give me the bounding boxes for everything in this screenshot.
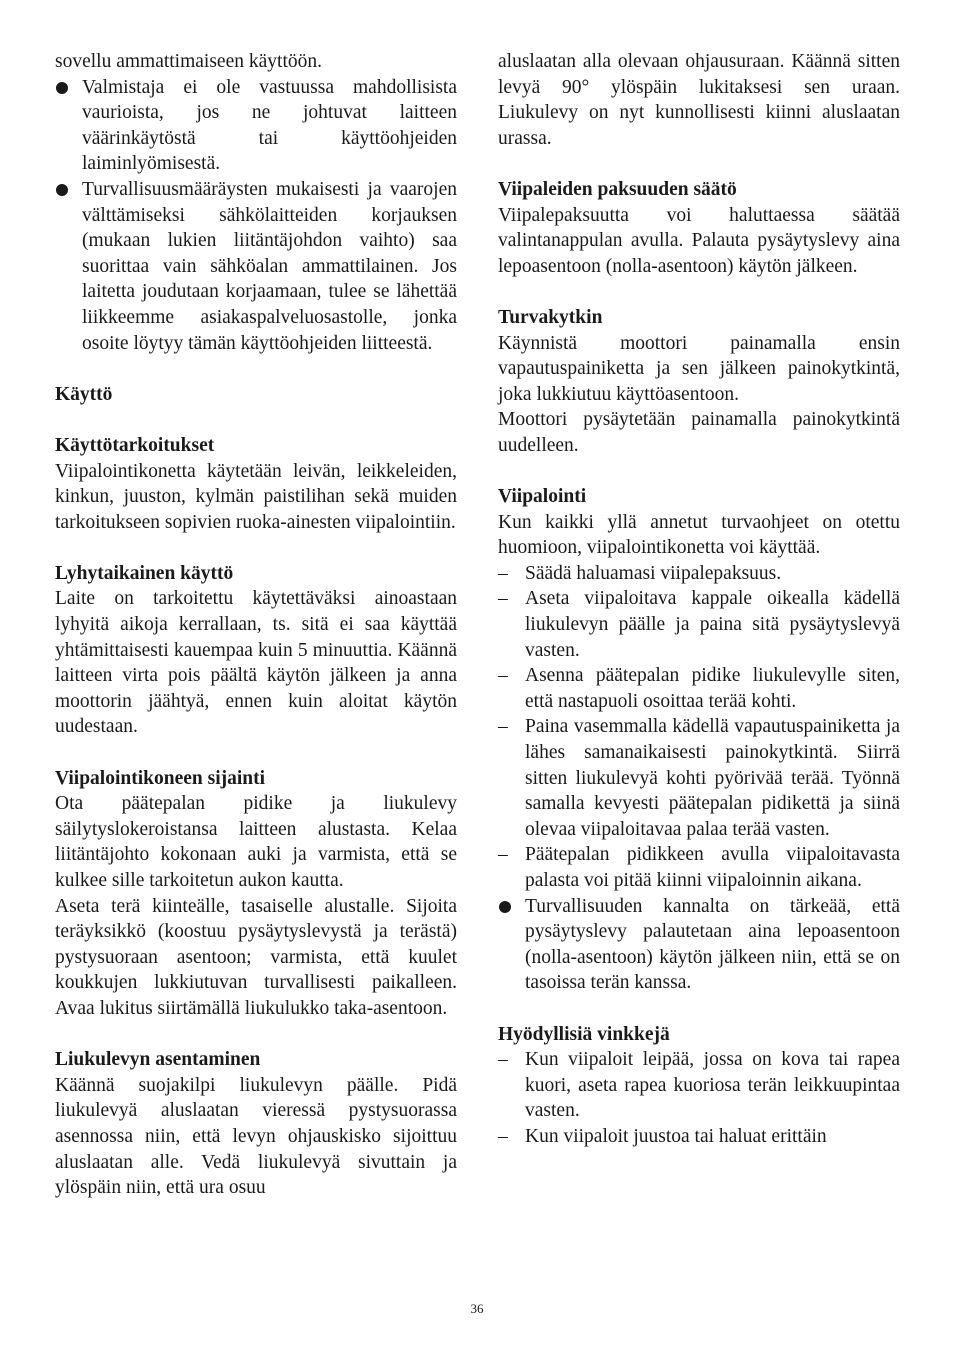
paragraph: Kun kaikki yllä annetut turvaohjeet on otettu huomioon, viipalointikonetta voi käyttää. [498,511,900,559]
paragraph: Käynnistä moottori painamalla ensin vapautuspainiketta ja sen jälkeen painokytkintä, joka lukkiutuu käyttöasentoon. [498,332,900,405]
paragraph: Ota päätepalan pidike ja liukulevy säilytyslokeroistansa laitteen alustasta. Kelaa liitäntäjohto kokonaan auki ja varmista, että se kulkee sille tarkoitetun aukon kautta. [55,793,457,891]
section-heading: Viipalointikoneen sijainti [55,767,266,789]
dash-mark: – [498,665,508,687]
paragraph: Laite on tarkoitettu käytettäväksi ainoastaan lyhyitä aikoja kerrallaan, ts. sitä ei saa käyttää yhtämittaisesti kauempaa kuin 5 minuuttia. Käännä laitteen virta pois päältä käytön jälkeen ja anna moottorin jäähtyä, ennen kuin aloitat käytön uudestaan. [55,588,457,738]
paragraph: Viipalointikonetta käytetään leivän, leikkeleiden, kinkun, juuston, kylmän paistilihan sekä muiden tarkoitukseen sopivien ruoka-ainesten viipalointiin. [55,460,457,533]
left-column [55,49,457,1201]
right-column [498,49,900,1150]
dash-mark: – [498,1125,508,1147]
section-heading: Viipalointi [498,486,587,508]
dash-item: – Säädä haluamasi viipalepaksuus. [498,561,900,587]
section-heading: Käyttötarkoitukset [55,434,215,456]
bullet-item: Turvallisuusmääräysten mukaisesti ja vaarojen välttämiseksi sähkölaitteiden korjauksen (mukaan lukien liitäntäjohdon vaihto) saa suorittaa vain sähköalan ammattilainen. Jos laitetta joudutaan korjaamaan, tulee se lähettää liikkeemme asiakaspalveluosastolle, jonka osoite löytyy tämän käyttöohjeiden liitteestä. [55,177,457,356]
section-heading: Turvakytkin [498,306,603,328]
dash-mark: – [498,588,508,610]
section-heading: Viipaleiden paksuuden säätö [498,178,737,200]
dash-mark: – [498,562,508,584]
paragraph: Moottori pysäytetään painamalla painokytkintä uudelleen. [498,409,900,456]
dash-item: – Paina vasemmalla kädellä vapautuspainiketta ja lähes samanaikaisesti painokytkintä. Siirrä sitten liukulevyä kohti pyörivää terää. Työnnä samalla kevyesti päätepalan pidikettä ja siinä olevaa viipaloitavaa palaa terää vasten. [498,716,900,840]
paragraph: Käännä suojakilpi liukulevyn päälle. Pidä liukulevyä aluslaatan vieressä pystysuorassa asennossa niin, että levyn ohjauskisko sijoittuu aluslaatan alle. Vedä liukulevyä sivuttain ja ylöspäin niin, että ura osuu [55,1074,457,1199]
dash-item: – Asenna päätepalan pidike liukulevylle siten, että nastapuoli osoittaa terää kohti. [498,665,900,712]
bullet-dot-icon [56,184,68,196]
bullet-item: Valmistaja ei ole vastuussa mahdollisista vaurioista, jos ne johtuvat laitteen väärinkäytöstä tai käyttöohjeiden laiminlyömisestä. [55,75,457,177]
bullet-dot-icon [56,82,68,94]
paragraph: Aseta terä kiinteälle, tasaiselle alustalle. Sijoita teräyksikkö (koostuu pysäytyslevystä ja terästä) pystysuoraan asentoon; varmista, että kuulet koukkujen lukkiutuvan turvallisesti paikalleen. Avaa lukitus siirtämällä liukulukko taka-asentoon. [55,895,457,1019]
bullet-dot-icon [499,901,511,913]
dash-item: – Aseta viipaloitava kappale oikealla kädellä liukulevyn päälle ja paina sitä pysäytyslevyä vasten. [498,588,900,661]
section-heading: Liukulevyn asentaminen [55,1049,261,1071]
page-number: 36 [470,1301,484,1316]
dash-mark: – [498,716,508,738]
section-heading: Hyödyllisiä vinkkejä [498,1023,670,1045]
section-heading: Lyhytaikainen käyttö [55,562,234,584]
dash-item: – Kun viipaloit juustoa tai haluat erittäin [498,1124,900,1150]
dash-mark: – [498,1049,508,1071]
dash-mark: – [498,844,508,866]
bullet-item: Turvallisuuden kannalta on tärkeää, että pysäytyslevy palautetaan aina lepoasentoon (nolla-asentoon) käytön jälkeen niin, että se on tasoissa terän kanssa. [498,894,900,996]
paragraph: sovellu ammattimaiseen käyttöön. [55,51,322,72]
section-heading: Käyttö [55,383,113,405]
dash-item: – Kun viipaloit leipää, jossa on kova tai rapea kuori, aseta rapea kuoriosa terän leikkuupintaa vasten. [498,1049,900,1122]
dash-item: – Päätepalan pidikkeen avulla viipaloitavasta palasta voi pitää kiinni viipaloinnin aikana. [498,844,900,891]
paragraph: Viipalepaksuutta voi haluttaessa säätää valintanappulan avulla. Palauta pysäytyslevy aina lepoasentoon (nolla-asentoon) käytön jälkeen. [498,204,900,277]
paragraph: aluslaatan alla olevaan ohjausuraan. Käännä sitten levyä 90° ylöspäin lukitaksesi sen uraan. Liukulevy on nyt kunnollisesti kiinni aluslaatan urassa. [498,51,900,149]
